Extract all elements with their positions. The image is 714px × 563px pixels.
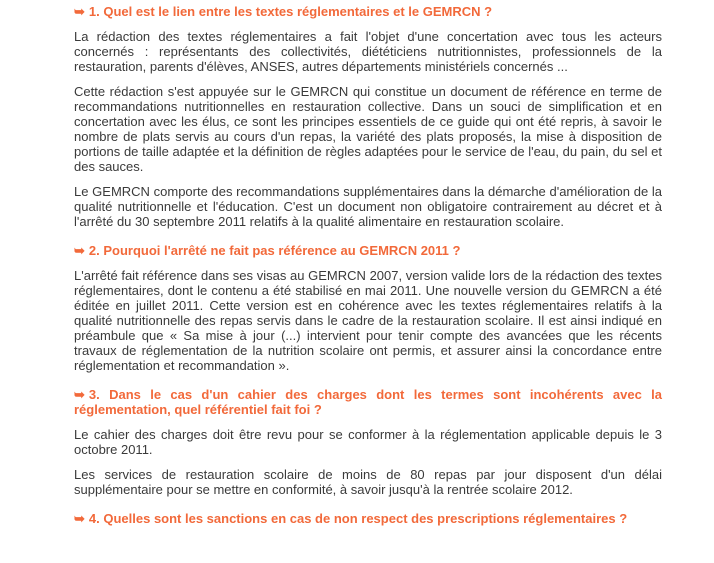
curved-arrow-bullet-icon: ➥ xyxy=(74,4,85,19)
faq-question-4-text: 4. Quelles sont les sanctions en cas de non respect des prescriptions réglementaires ? xyxy=(88,511,628,526)
faq-question-3 xyxy=(74,387,662,417)
faq-answer-paragraph: L'arrêté fait référence dans ses visas au GEMRCN 2007, version valide lors de la rédaction des textes réglementaires, dont le contenu a été stabilisé en mai 2011. Une nouvelle version du GEMRCN a été éditée en juillet 2011. Cette version est en cohérence avec les textes réglementaires relatifs à la qualité nutritionnelle des repas servis dans le cadre de la restauration scolaire. Il est ainsi indiqué en préambule que « Sa mise à jour (...) intervient pour tenir compte des avancées que les récents travaux de réglementation de la nutrition scolaire ont permis, et assurer ainsi la concordance entre réglementation et recommandation ». xyxy=(74,268,662,373)
faq-question-4 xyxy=(74,511,662,526)
faq-question-2-text: 2. Pourquoi l'arrêté ne fait pas référence au GEMRCN 2011 ? xyxy=(88,243,461,258)
faq-section-3 xyxy=(74,387,662,497)
faq-section-4 xyxy=(74,511,662,526)
faq-question-1 xyxy=(74,4,662,19)
faq-answer-paragraph: Le cahier des charges doit être revu pour se conformer à la réglementation applicable depuis le 3 octobre 2011. xyxy=(74,427,662,457)
faq-section-1 xyxy=(74,4,662,229)
faq-answer-paragraph: La rédaction des textes réglementaires a fait l'objet d'une concertation avec tous les acteurs concernés : représentants des collectivités, diététiciens nutritionnistes, professionnels de la restauration, parents d'élèves, ANSES, autres départements ministériels concernés ... xyxy=(74,29,662,74)
faq-section-2 xyxy=(74,243,662,373)
faq-question-3-text: 3. Dans le cas d'un cahier des charges dont les termes sont incohérents avec la réglementation, quel référentiel fait foi ? xyxy=(74,387,662,417)
faq-answer-paragraph: Le GEMRCN comporte des recommandations supplémentaires dans la démarche d'amélioration de la qualité nutritionnelle et l'éducation. C'est un document non obligatoire contrairement au décret et à l'arrêté du 30 septembre 2011 relatifs à la qualité alimentaire en restauration scolaire. xyxy=(74,184,662,229)
faq-answer-paragraph: Cette rédaction s'est appuyée sur le GEMRCN qui constitue un document de référence en terme de recommandations nutritionnelles en restauration collective. Dans un souci de simplification et en concertation avec les élus, ce sont les principes essentiels de ce guide qui ont été repris, à savoir le nombre de plats servis au cours d'un repas, la variété des plats proposés, la mise à disposition de portions de taille adaptée et la définition de règles adaptées pour le service de l'eau, du pain, du sel et des sauces. xyxy=(74,84,662,174)
curved-arrow-bullet-icon: ➥ xyxy=(74,387,85,402)
faq-answer-paragraph: Les services de restauration scolaire de moins de 80 repas par jour disposent d'un délai supplémentaire pour se mettre en conformité, à savoir jusqu'à la rentrée scolaire 2012. xyxy=(74,467,662,497)
curved-arrow-bullet-icon: ➥ xyxy=(74,243,85,258)
curved-arrow-bullet-icon: ➥ xyxy=(74,511,85,526)
faq-question-2 xyxy=(74,243,662,258)
faq-question-1-text: 1. Quel est le lien entre les textes réglementaires et le GEMRCN ? xyxy=(88,4,493,19)
